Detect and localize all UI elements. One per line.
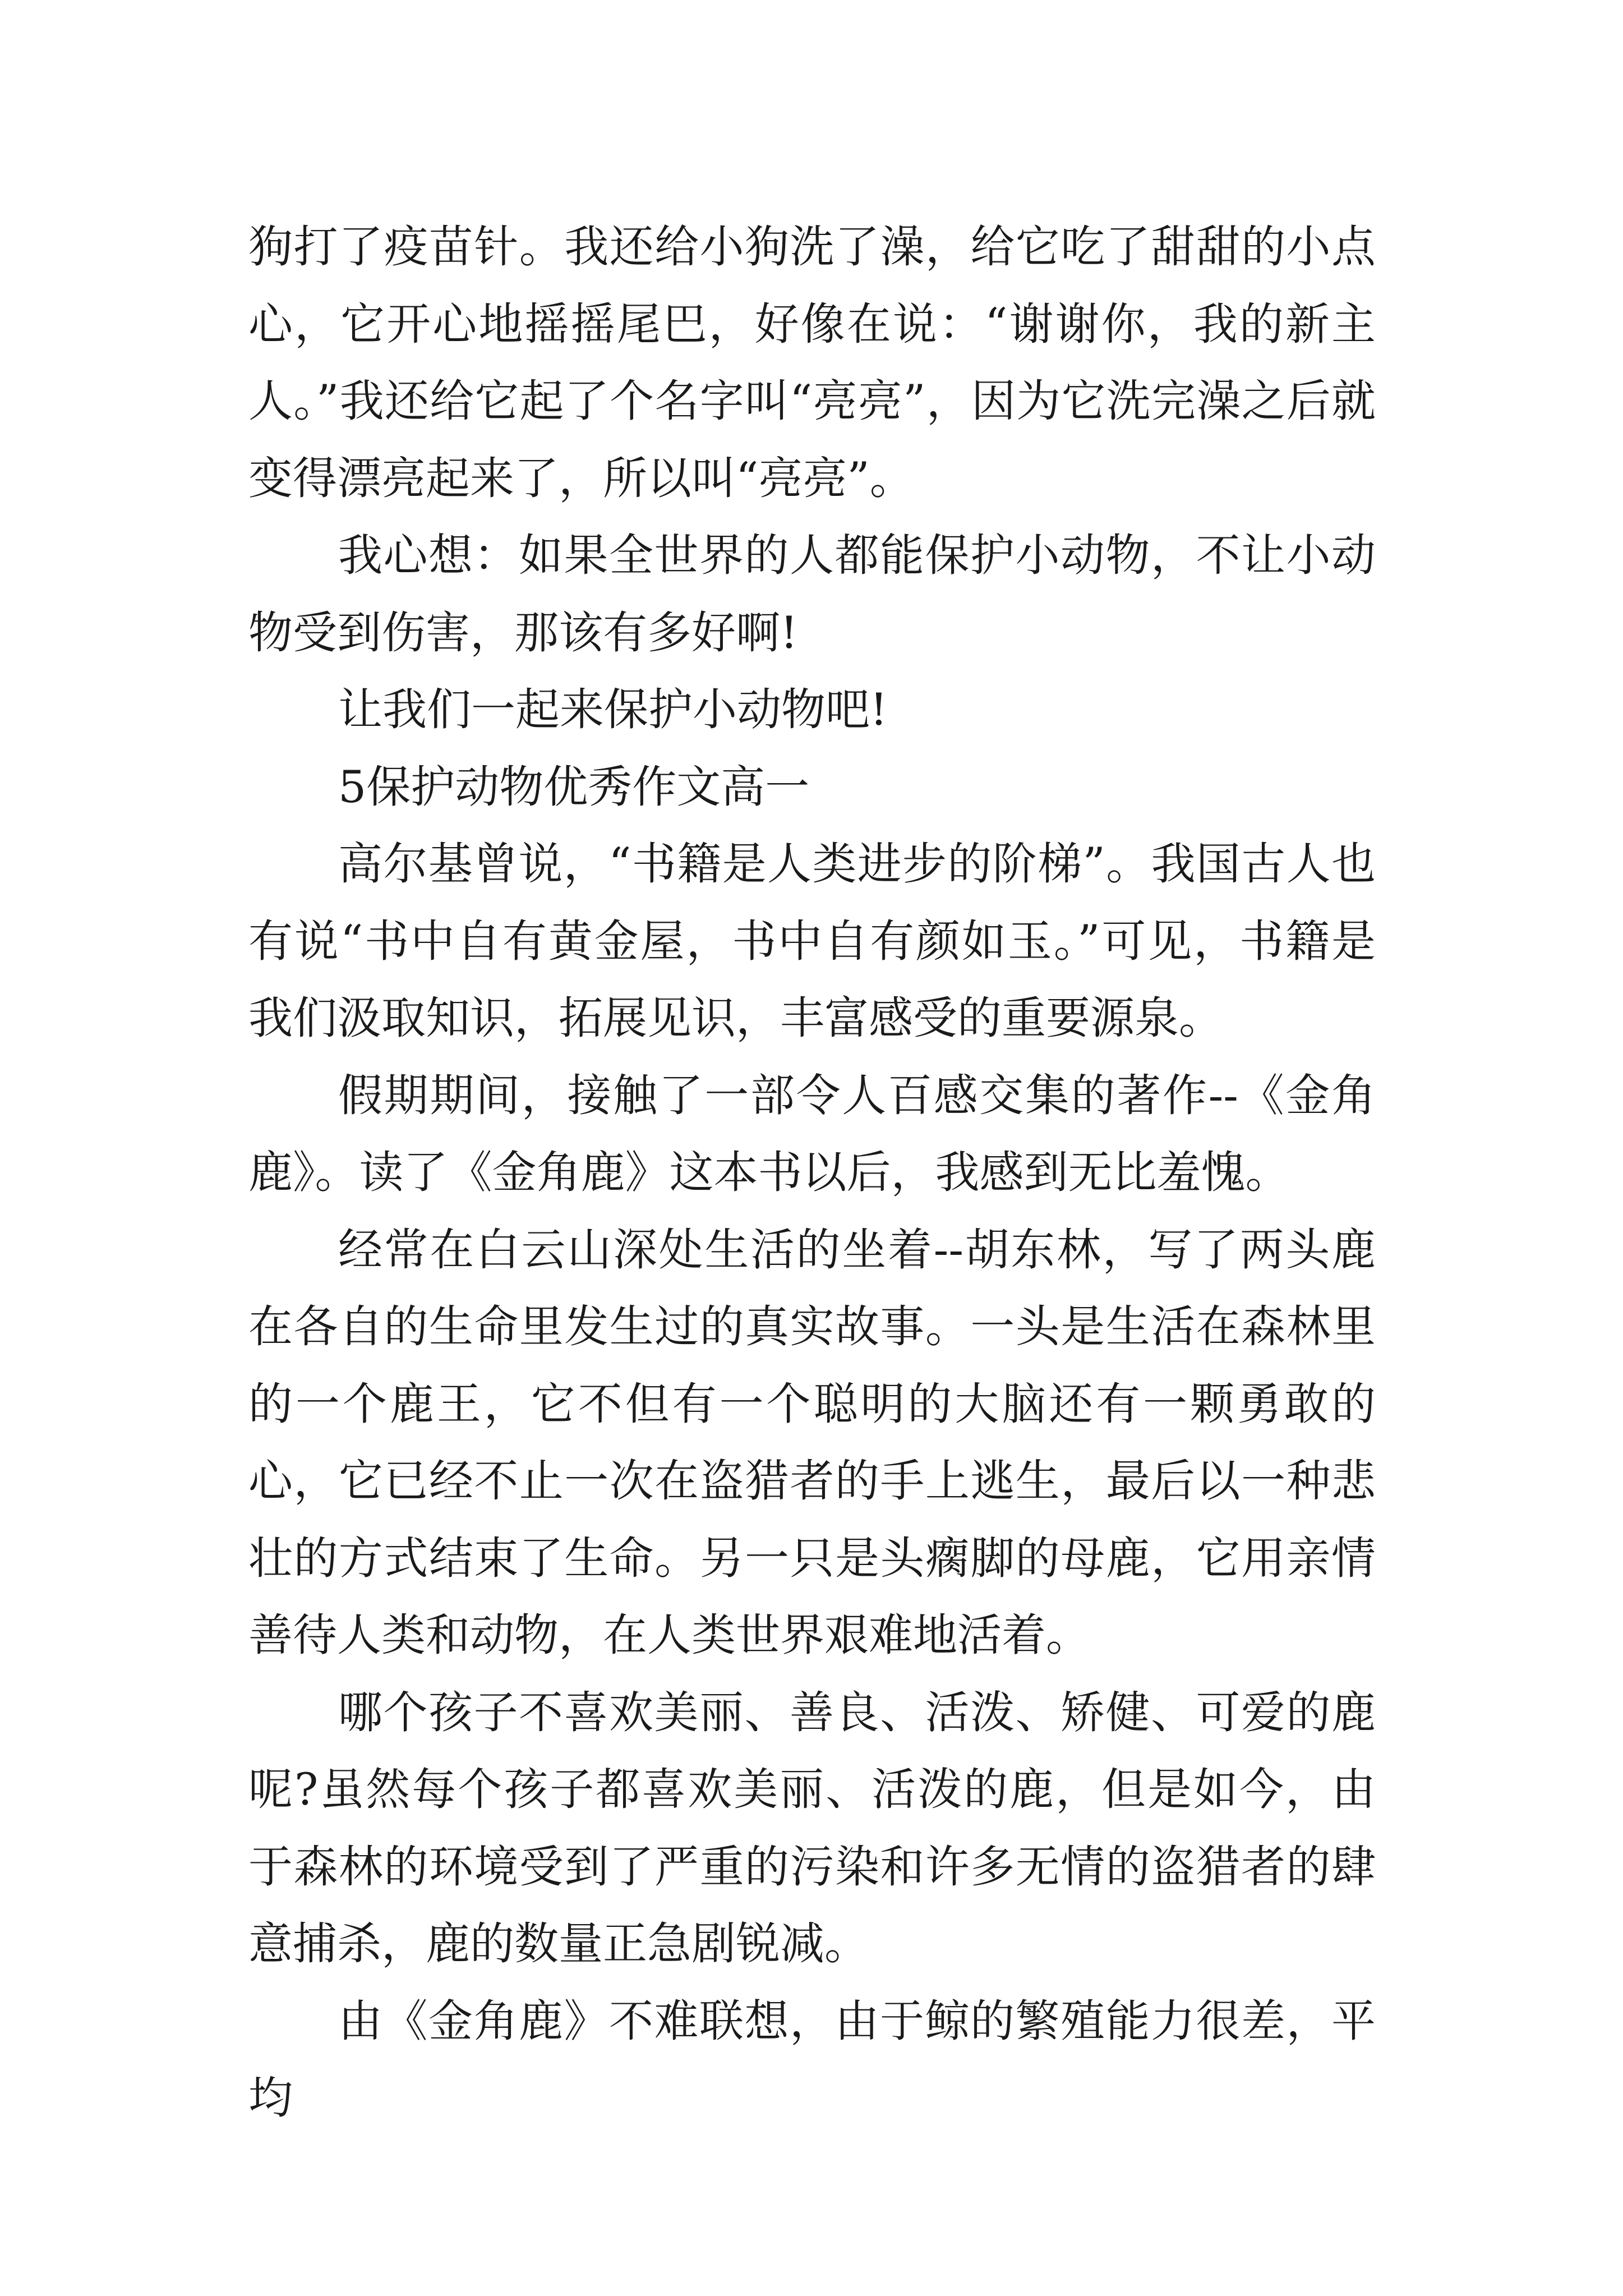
paragraph: 由《金角鹿》不难联想，由于鲸的繁殖能力很差，平均 [248, 1995, 1376, 2124]
section-heading: 5保护动物优秀作文高一 [338, 761, 810, 813]
paragraph: 假期期间，接触了一部令人百感交集的著作--《金角鹿》。读了《金角鹿》这本书以后，我感到无比羞愧。 [248, 1069, 1376, 1198]
document-body [248, 209, 1376, 2137]
paragraph: 狗打了疫苗针。我还给小狗洗了澡，给它吃了甜甜的小点心，它开心地摇摇尾巴，好像在说：“谢谢你，我的新主人。”我还给它起了个名字叫“亮亮”，因为它洗完澡之后就变得漂亮起来了，所以叫“亮亮”。 [248, 221, 1376, 504]
paragraph: 我心想：如果全世界的人都能保护小动物，不让小动物受到伤害，那该有多好啊! [248, 530, 1376, 659]
paragraph: 让我们一起来保护小动物吧! [338, 684, 888, 735]
paragraph: 高尔基曾说，“书籍是人类进步的阶梯”。我国古人也有说“书中自有黄金屋，书中自有颜如玉。”可见，书籍是我们汲取知识，拓展见识，丰富感受的重要源泉。 [248, 838, 1376, 1044]
paragraph: 经常在白云山深处生活的坐着--胡东林，写了两头鹿在各自的生命里发生过的真实故事。一头是生活在森林里的一个鹿王，它不但有一个聪明的大脑还有一颗勇敢的心，它已经不止一次在盗猎者的手上逃生，最后以一种悲壮的方式结束了生命。另一只是头瘸脚的母鹿，它用亲情善待人类和动物，在人类世界艰难地活着。 [248, 1223, 1376, 1661]
paragraph: 哪个孩子不喜欢美丽、善良、活泼、矫健、可爱的鹿呢?虽然每个孩子都喜欢美丽、活泼的鹿，但是如今，由于森林的环境受到了严重的污染和许多无情的盗猎者的肆意捕杀，鹿的数量正急剧锐减。 [248, 1686, 1376, 1970]
